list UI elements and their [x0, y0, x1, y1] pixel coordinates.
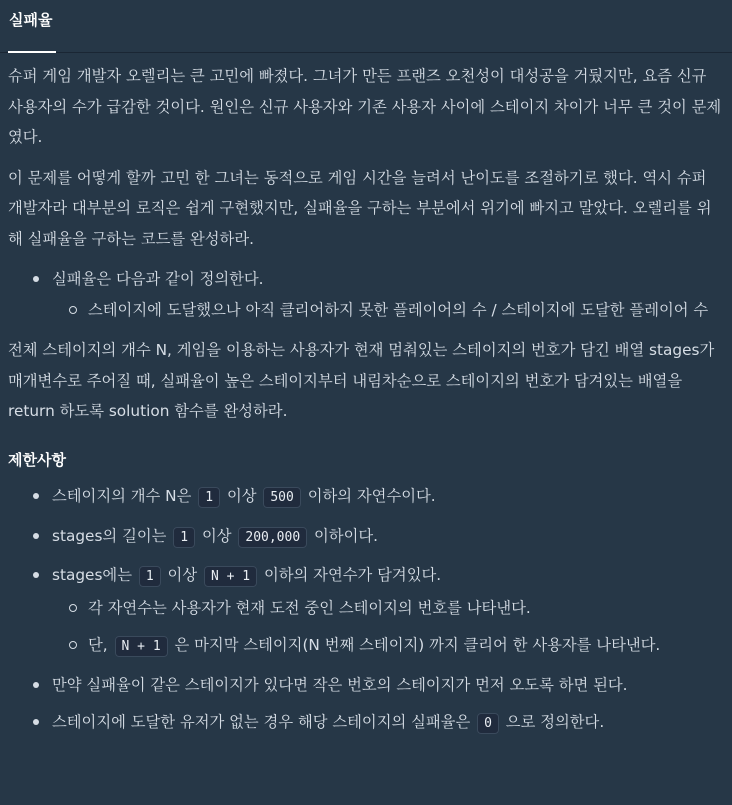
constraint-text: 이상: [197, 526, 237, 545]
constraint-item: [8, 707, 724, 740]
constraint-text: 이하의 자연수이다.: [302, 487, 436, 505]
paragraph-intro: 슈퍼 게임 개발자 오렐리는 큰 고민에 빠졌다. 그녀가 만든 프랜즈 오천성이 대성공을 거뒀지만, 요즘 신규 사용자의 수가 급감한 것이다. 원인은 신규 사용자와 기존 사용자 사이에 스테이지 차이가 너무 큰 것이 문제였다.: [8, 67, 722, 146]
constraint-text: stages의 길이는: [52, 526, 172, 545]
constraint-text: 이상: [222, 487, 262, 505]
inline-code: 1: [198, 487, 220, 508]
inline-code: 0: [477, 713, 499, 734]
tab-active-indicator: [8, 51, 56, 53]
constraint-text: 이하의 자연수가 담겨있다.: [259, 566, 442, 584]
problem-description: [0, 53, 732, 740]
constraint-item: [8, 521, 724, 554]
constraint-text: 으로 정의한다.: [500, 713, 605, 731]
constraint-text: 이하이다.: [309, 526, 379, 545]
constraint-text: 이상: [162, 566, 202, 584]
constraint-item: [8, 560, 724, 663]
inline-code: N + 1: [115, 636, 168, 657]
constraint-text: 스테이지의 개수 N은: [52, 487, 197, 505]
constraint-sublist: [52, 593, 724, 663]
inline-code: 200,000: [238, 527, 307, 548]
definition-item: [8, 264, 724, 325]
paragraph-task: 이 문제를 어떻게 할까 고민 한 그녀는 동적으로 게임 시간을 늘려서 난이도를 조절하기로 했다. 역시 슈퍼 개발자라 대부분의 로직은 쉽게 구현했지만, 실패율을 구하는 부분에서 위기에 빠지고 말았다. 오렐리를 위해 실패율을 구하는 코드를 완성하라.: [8, 168, 712, 248]
constraint-item: [8, 481, 724, 514]
tab-bar: [0, 0, 732, 53]
paragraph-input: 전체 스테이지의 개수 N, 게임을 이용하는 사용자가 현재 멈춰있는 스테이지의 번호가 담긴 배열 stages가 매개변수로 주어질 때, 실패율이 높은 스테이지부터 내림차순으로 스테이지의 번호가 담겨있는 배열을 return 하도록 solution 함수를 완성하라.: [8, 341, 715, 420]
inline-code: N + 1: [204, 566, 257, 587]
constraint-text: 은 마지막 스테이지(N 번째 스테이지) 까지 클리어 한 사용자를 나타낸다.: [169, 636, 661, 654]
inline-code: 1: [173, 527, 195, 548]
constraints-list: [8, 481, 724, 740]
inline-code: 500: [263, 487, 300, 508]
definition-formula: 스테이지에 도달했으나 아직 클리어하지 못한 플레이어의 수 / 스테이지에 도달한 플레이어 수: [52, 295, 724, 326]
constraint-item: 만약 실패율이 같은 스테이지가 있다면 작은 번호의 스테이지가 먼저 오도록 하면 된다.: [8, 670, 724, 701]
definition-text: 실패율은 다음과 같이 정의한다.: [52, 270, 264, 288]
definition-sublist: [52, 295, 724, 326]
tab-label: 실패율: [9, 11, 53, 29]
constraint-subitem: [52, 630, 724, 663]
constraints-heading: 제한사항: [8, 450, 66, 469]
inline-code: 1: [139, 566, 161, 587]
definition-list: [8, 264, 724, 325]
constraint-text: stages에는: [52, 566, 137, 584]
constraint-text: 스테이지에 도달한 유저가 없는 경우 해당 스테이지의 실패율은: [52, 713, 476, 731]
constraint-subitem: 각 자연수는 사용자가 현재 도전 중인 스테이지의 번호를 나타낸다.: [52, 593, 724, 624]
tab-problem[interactable]: [8, 0, 53, 52]
constraint-text: 단,: [88, 636, 113, 654]
